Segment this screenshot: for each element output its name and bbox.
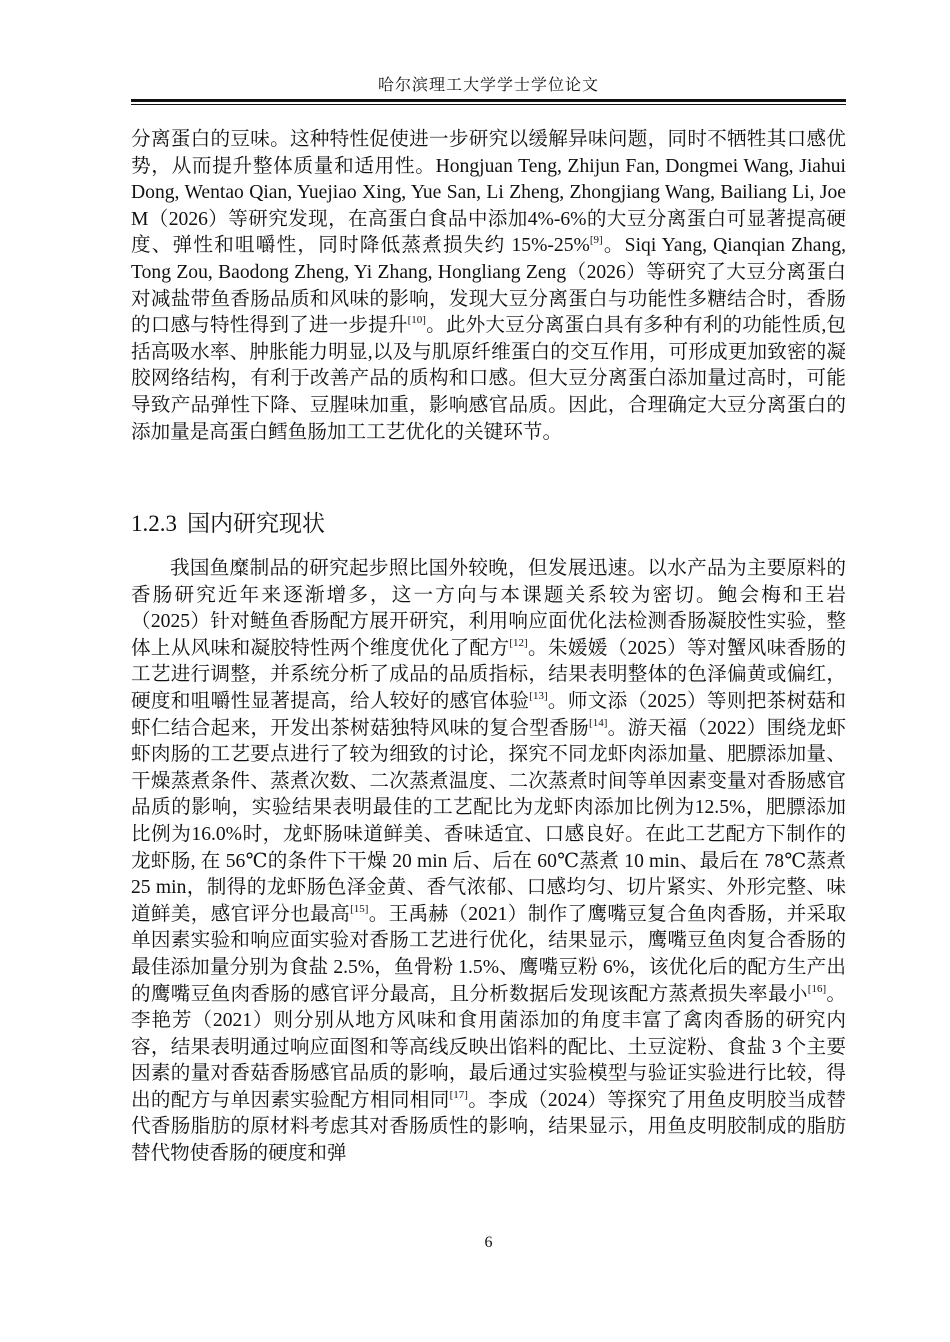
header-rule-thick [131, 99, 846, 102]
paragraph-text: 。师文添（2025）等则把茶树菇和虾仁结合起来，开发出茶树菇独特风味的复合型香肠 [131, 690, 846, 739]
paragraph-text: 。此外大豆分离蛋白具有多种有利的功能性质,包括高吸水率、肿胀能力明显,以及与肌原纤维蛋白的交互作用，可形成更加致密的凝胶网络结构，有利于改善产品的质构和口感。但大豆分离蛋白添加量过高时，可能导致产品弹性下降、豆腥味加重，影响感官品质。因此，合理确定大豆分离蛋白的添加量是高蛋白鳕鱼肠加工工艺优化的关键环节。 [131, 315, 846, 443]
paragraph-text: 。Siqi Yang, Qianqian Zhang, Tong Zou, Baodong Zheng, Yi Zhang, Hongliang Zeng（2026）等研究了大豆分离蛋白对减盐带鱼香肠品质和风味的影响，发现大豆分离蛋白与功能性多糖结合时，香肠的口感与特性得到了进一步提升 [131, 235, 846, 337]
citation-ref: [13] [529, 689, 548, 702]
paragraph-text: 。游天福（2022）围绕龙虾虾肉肠的工艺要点进行了较为细致的讨论，探究不同龙虾肉添加量、肥膘添加量、干燥蒸煮条件、蒸煮次数、二次蒸煮温度、二次蒸煮时间等单因素变量对香肠感官品质的影响，实验结果表明最佳的工艺配比为龙虾肉添加比例为12.5%，肥膘添加比例为16.0%时，龙虾肠味道鲜美、香味适宜、口感良好。在此工艺配方下制作的龙虾肠, 在 56℃的条件下干燥 20 min 后、后在 60℃蒸煮 10 min、最后在 78℃蒸煮 25 min，制得的龙虾肠色泽金黄、香气浓郁、口感均匀、切片紧实、外形完整、味道鲜美，感官评分也最高 [131, 717, 847, 925]
header-rule-thin [131, 104, 846, 105]
paragraph-text: 。王禹赫（2021）制作了鹰嘴豆复合鱼肉香肠，并采取单因素实验和响应面实验对香肠工艺进行优化，结果显示，鹰嘴豆鱼肉复合香肠的最佳添加量分别为食盐 2.5%，鱼骨粉 1.5%、鹰嘴豆粉 6%，该优化后的配方生产出的鹰嘴豆鱼肉香肠的感官评分最高，且分析数据后发现该配方蒸煮损失率最小 [131, 903, 847, 1005]
citation-ref: [15] [350, 902, 369, 915]
paragraph-text: 。朱媛媛（2025）等对蟹风味香肠的工艺进行调整，并系统分析了成品的品质指标，结果表明整体的色泽偏黄或偏红，硬度和咀嚼性显著提高，给人较好的感官体验 [131, 637, 847, 712]
section-number: 1.2.3 [131, 511, 177, 536]
citation-ref: [12] [509, 636, 528, 649]
paragraph-domestic-research [131, 556, 846, 1168]
page-number: 6 [484, 1234, 493, 1251]
section-heading [131, 509, 846, 539]
paragraph-text: 。李艳芳（2021）则分别从地方风味和食用菌添加的角度丰富了禽肉香肠的研究内容，结果表明通过响应面图和等高线反映出馅料的配比、土豆淀粉、食盐 3 个主要因素的量对香菇香肠感官品质的影响，最后通过实验模型与验证实验进行比较，得出的配方与单因素实验配方相同相同 [131, 983, 847, 1111]
paragraph-text: 。李成（2024）等探究了用鱼皮明胶当成替代香肠脂肪的原材料考虑其对香肠质性的影响，结果显示，用鱼皮明胶制成的脂肪替代物使香肠的硬度和弹 [131, 1089, 846, 1165]
section-title: 国内研究现状 [187, 511, 325, 536]
running-header: 哈尔滨理工大学学士学位论文 [377, 77, 599, 94]
citation-ref: [9] [589, 234, 603, 247]
citation-ref: [10] [407, 314, 426, 327]
citation-ref: [16] [807, 982, 827, 995]
paragraph-text: 分离蛋白的豆味。这种特性促使进一步研究以缓解异味问题，同时不牺牲其口感优势，从而提升整体质量和适用性。Hongjuan Teng, Zhijun Fan, Dongmei Wang, Jiahui Dong, Wentao Qian, Yuejiao Xing, Yue San, Li Zheng, Zhongjiang Wang, Bailiang Li, Joe M（2026）等研究发现，在高蛋白食品中添加4%-6%的大豆分离蛋白可显著提高硬度、弹性和咀嚼性，同时降低蒸煮损失约 15%-25% [131, 129, 846, 257]
paragraph-soy-protein [131, 127, 846, 446]
paragraph-text: 我国鱼糜制品的研究起步照比国外较晚，但发展迅速。以水产品为主要原料的香肠研究近年来逐渐增多，这一方向与本课题关系较为密切。鲍会梅和王岩（2025）针对鲢鱼香肠配方展开研究，利用响应面优化法检测香肠凝胶性实验，整体上从风味和凝胶特性两个维度优化了配方 [131, 558, 846, 659]
citation-ref: [14] [589, 716, 608, 729]
citation-ref: [17] [449, 1088, 468, 1101]
